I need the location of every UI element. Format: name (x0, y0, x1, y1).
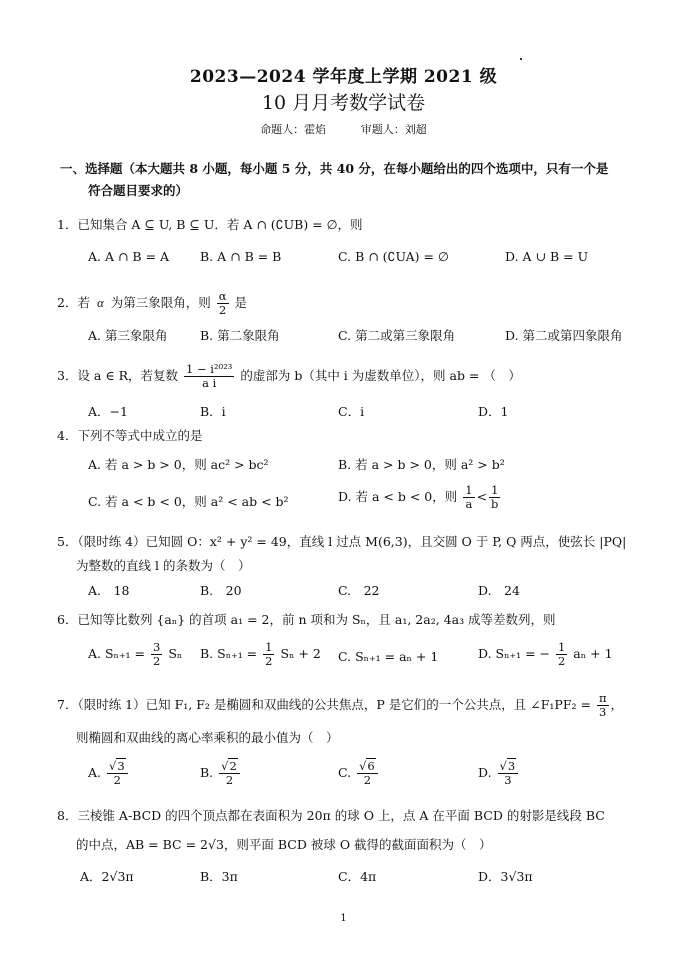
q7-c-rad: 6 (367, 759, 375, 773)
q7-d-frac (498, 760, 519, 787)
q3-fraction (184, 363, 234, 390)
q7-d-rad: 3 (507, 759, 516, 773)
q5-option-d: D. 24 (478, 583, 520, 598)
q2-option-c: C. 第二或第三象限角 (338, 328, 456, 343)
section-heading: 一、选择题（本大题共 8 小题，每小题 5 分，共 40 分，在每小题给出的四个选项中，只有一个是 (60, 161, 609, 176)
question-8-line2: 的中点，AB = BC = 2√3，则平面 BCD 被球 O 截得的截面面积为（ ） (76, 837, 492, 852)
q7-c-num: √6 (357, 760, 378, 774)
question-6: 6．已知等比数列 {aₙ} 的首项 a₁ = 2，前 n 项和为 Sₙ，且 a₁, 2a₂, 4a₃ 成等差数列，则 (57, 612, 556, 627)
q7-d-den: 3 (504, 773, 512, 787)
q1-option-c: C. B ∩ (∁UA) = ∅ (338, 249, 449, 264)
question-4: 4．下列不等式中成立的是 (57, 428, 203, 443)
page-number: 1 (340, 913, 347, 924)
q7-d-num: √3 (498, 760, 519, 774)
q6-b-frac-den: 2 (265, 654, 273, 668)
q8-option-b: B．3π (200, 869, 238, 884)
question-2: 2．若 α 为第三象限角，则 $\frac{\alpha}{2}$ 是 (57, 289, 248, 317)
q4-d-frac1-num: 1 (465, 483, 473, 497)
q7-option-a (88, 760, 130, 787)
q7-c-label: C. (338, 765, 352, 780)
q7-c-frac (357, 760, 378, 787)
question-5-line2: 为整数的直线 l 的条数为（ ） (76, 558, 251, 573)
question-7-line1: 7．（限时练 1）已知 F₁, F₂ 是椭圆和双曲线的公共焦点，P 是它们的一个公共点，且 ∠F₁PF₂ = $\frac{\pi}{3}$ ， (57, 691, 624, 719)
q6-b-pre: B. Sₙ₊₁ = (200, 646, 258, 661)
q3-frac-num: 1 − i²⁰²³ (185, 362, 233, 376)
q7-b-rad: 2 (229, 759, 237, 773)
q7-option-c (338, 760, 380, 787)
q7-a-rad: 3 (117, 759, 125, 773)
q6-d-frac-num: 1 (557, 640, 566, 654)
q5-option-a: A. 18 (88, 583, 130, 598)
q6-option-c: C. Sₙ₊₁ = aₙ + 1 (338, 649, 439, 664)
q1-option-d: D. A ∪ B = U (505, 249, 589, 264)
q7-a-den: 2 (113, 773, 121, 787)
q3-pre: 3．设 a ∈ R，若复数 (57, 368, 178, 383)
q8-option-d: D．3√3π (478, 869, 533, 884)
q7-b-den: 2 (225, 773, 234, 787)
q6-b-post: Sₙ + 2 (280, 646, 321, 661)
q2-fraction (217, 290, 229, 317)
q1-option-a: A. A ∩ B = A (88, 249, 170, 264)
q6-a-frac (151, 641, 162, 668)
setter: 命题人：霍焰 (260, 123, 327, 136)
q7-b-frac (219, 760, 240, 787)
q2-post: 是 (234, 295, 248, 310)
q7-a-label: A. (88, 765, 102, 780)
q8-option-a: A．2√3π (80, 869, 134, 884)
q6-a-frac-den: 2 (153, 654, 161, 668)
q2-option-d: D. 第二或第四象限角 (505, 328, 623, 343)
q6-a-frac-num: 3 (153, 640, 161, 654)
q6-d-pre: D. Sₙ₊₁ = − (478, 646, 550, 661)
q2-frac-den: 2 (218, 303, 227, 317)
q7-a-num: √3 (107, 760, 128, 774)
q3-option-c: C．i (338, 404, 365, 419)
q4-d-frac2-den: b (491, 497, 499, 511)
q7-fraction (597, 692, 609, 719)
q7-d-label: D. (478, 765, 492, 780)
q4-d-frac1-den: a (465, 497, 473, 511)
q3-frac-den: a i (202, 376, 217, 390)
q7-b-label: B. (200, 765, 214, 780)
q7-frac-num: π (598, 691, 607, 705)
q3-post: 的虚部为 b（其中 i 为虚数单位），则 ab = （ ） (240, 368, 521, 383)
q6-b-frac (263, 641, 274, 668)
q4-option-c: C. 若 a < b < 0，则 a² < ab < b² (88, 494, 289, 509)
q2-mid: 为第三象限角，则 (110, 295, 211, 310)
q7-b-num: √2 (219, 760, 240, 774)
q1-option-b: B. A ∩ B = B (200, 249, 282, 264)
q6-d-frac (556, 641, 567, 668)
q5-option-c: C. 22 (338, 583, 380, 598)
q6-option-b (200, 641, 321, 668)
authors-line (0, 121, 687, 137)
q4-option-b: B. 若 a > b > 0，则 a² > b² (338, 457, 505, 472)
q2-option-b: B. 第二象限角 (200, 328, 280, 343)
q6-d-frac-den: 2 (557, 654, 566, 668)
q7-option-b (200, 760, 242, 787)
reviewer: 审题人：刘超 (360, 123, 427, 136)
section-heading-cont: 符合题目要求的） (88, 183, 189, 198)
q7-line1-text: 7．（限时练 1）已知 F₁, F₂ 是椭圆和双曲线的公共焦点，P 是它们的一个公共点，且 ∠F₁PF₂ = (57, 697, 591, 712)
q4-d-frac1 (463, 484, 474, 511)
q4-option-d: D. 若 a < b < 0，则 $\frac{1}{a}$ < $\frac{1}{b}$ (338, 483, 499, 511)
q3-option-a: A．−1 (88, 404, 128, 419)
question-7-line2: 则椭圆和双曲线的离心率乘积的最小值为（ ） (76, 730, 339, 745)
exam-title-line1: 2023—2024 学年度上学期 2021 级 (189, 67, 498, 87)
q3-option-b: B．i (200, 404, 226, 419)
q3-option-d: D．1 (478, 404, 509, 419)
q7-option-d (478, 760, 520, 787)
q6-option-a (88, 641, 182, 668)
q4-d-frac2-num: 1 (489, 484, 500, 498)
q4-d-frac2 (489, 484, 500, 511)
q4-option-a: A. 若 a > b > 0，则 ac² > bc² (88, 457, 269, 472)
q5-option-b: B. 20 (200, 583, 242, 598)
q4-option-d-text: D. 若 a < b < 0，则 (338, 489, 458, 504)
q2-option-a: A. 第三象限角 (88, 328, 168, 343)
question-8-line1: 8．三棱锥 A-BCD 的四个顶点都在表面积为 20π 的球 O 上，点 A 在平面 BCD 的射影是线段 BC (57, 808, 605, 823)
q6-a-pre: A. Sₙ₊₁ = (88, 646, 146, 661)
question-3 (57, 363, 662, 390)
q6-b-frac-num: 1 (265, 640, 273, 654)
q6-option-d (478, 641, 613, 668)
q8-option-c: C．4π (338, 869, 377, 884)
q2-frac-num: α (218, 289, 227, 303)
speck (520, 58, 522, 60)
exam-title-line2: 10 月月考数学试卷 (261, 92, 426, 114)
q7-frac-den: 3 (599, 705, 607, 719)
q7-a-frac (107, 760, 128, 787)
q6-a-post: Sₙ (168, 646, 183, 661)
q7-c-den: 2 (363, 773, 372, 787)
q6-d-post: aₙ + 1 (573, 646, 613, 661)
question-1: 1．已知集合 A ⊆ U, B ⊆ U．若 A ∩ (∁UB) = ∅，则 (57, 217, 363, 232)
question-5-line1: 5．（限时练 4）已知圆 O：x² + y² = 49，直线 l 过点 M(6,3)，且交圆 O 于 P, Q 两点，使弦长 |PQ| (57, 534, 627, 549)
q2-pre: 2．若 (57, 295, 90, 310)
